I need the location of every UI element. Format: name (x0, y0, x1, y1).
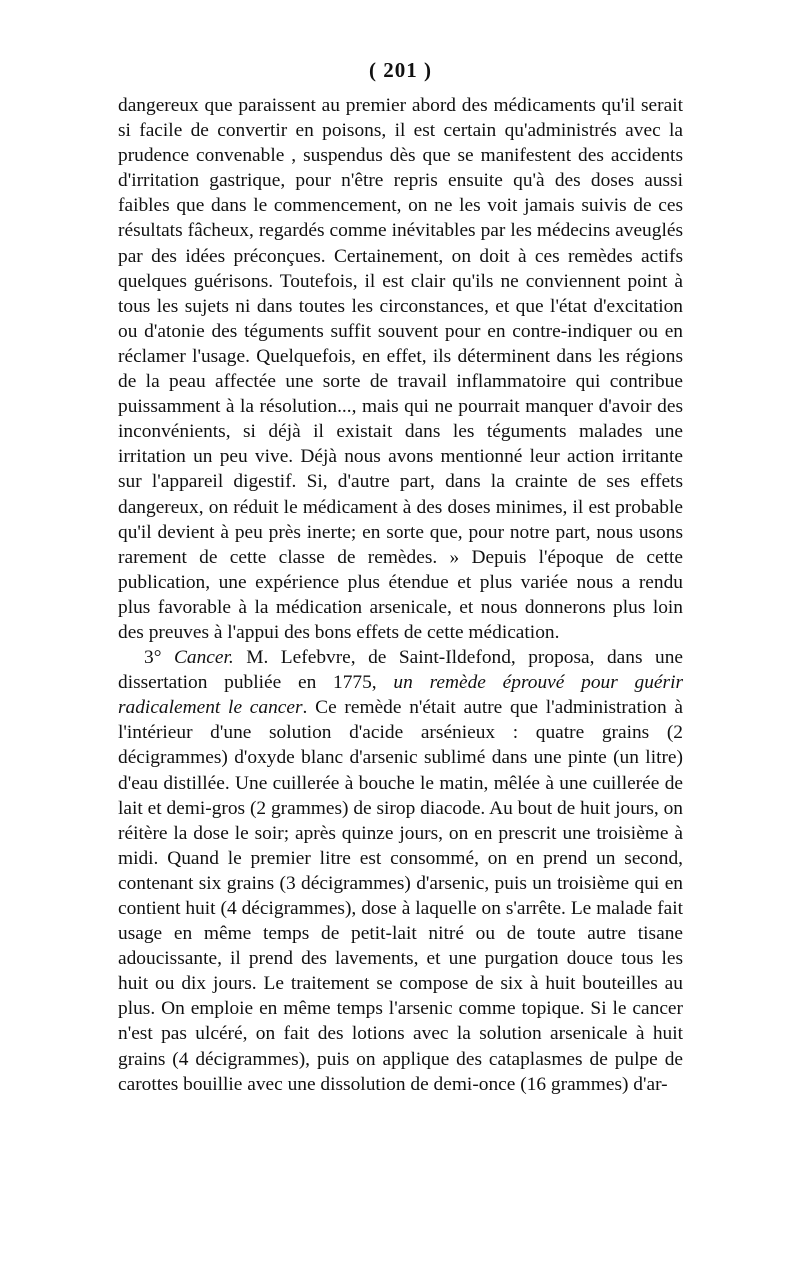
book-page (118, 58, 683, 1097)
section-heading: Cancer. (173, 647, 234, 669)
dissertation-title: un remède éprouvé pour guérir radicalement le cancer (118, 672, 684, 719)
paragraph-continuation: dangereux que paraissent au premier abord des médicaments qu'il serait si facile de convertir en poisons, il est certain qu'administrés avec la prudence convenable , suspendus dès que se manifestent des accidents d'irritation gastrique, pour n'être repris ensuite qu'à des doses aussi faibles que dans le commencement, on ne les voit jamais suivis de ces résultats fâcheux, regardés comme inévitables par les médecins aveuglés par des idées préconçues. Certainement, on doit à ces remèdes actifs quelques guérisons. Toutefois, il est clair qu'ils ne conviennent point à tous les sujets ni dans toutes les circonstances, et que l'état d'excitation ou d'atonie des téguments suffit souvent pour en contre-indiquer ou en réclamer l'usage. Quelquefois, en effet, ils déterminent dans les régions de la peau affectée une sorte de travail inflammatoire qui contribue puissamment à la résolution..., mais qui ne pourrait manquer d'avoir des inconvénients, si déjà il existait dans les téguments malades une irritation un peu vive. Déjà nous avons mentionné leur action irritante sur l'appareil digestif. Si, d'autre part, dans la crainte de ses effets dangereux, on réduit le médicament à des doses minimes, il est probable qu'il devient à peu près inerte; en sorte que, pour notre part, nous usons rarement de cette classe de remèdes. » Depuis l'époque de cette publication, une expérience plus étendue et plus variée nous a rendu plus favorable à la médication arsenicale, et nous donnerons plus loin des preuves à l'appui des bons effets de cette médication. (118, 95, 683, 643)
paragraph-cancer (118, 645, 683, 1097)
page-number: ( 201 ) (369, 58, 432, 82)
paragraph-text-part-1: M. Lefebvre, de Saint-Ildefond, proposa, dans une dissertation publiée en 1775, (118, 647, 683, 694)
section-number: 3° (144, 647, 174, 669)
paragraph-text-part-2: . Ce remède n'était autre que l'administration à l'intérieur d'une solution d'acide arsénieux : quatre grains (2 décigrammes) d'oxyde blanc d'arsenic sublimé dans une pinte (un litre) d'eau distillée. Une cuillerée à bouche le matin, mêlée à une cuillerée de lait et demi-gros (2 grammes) de sirop diacode. Au bout de huit jours, on réitère la dose le soir; après quinze jours, on en prescrit une troisième à midi. Quand le premier litre est consommé, on en prend un second, contenant six grains (3 décigrammes) d'arsenic, puis un troisième qui en contient huit (4 décigrammes), dose à laquelle on s'arrête. Le malade fait usage en même temps de petit-lait nitré ou de toute autre tisane adoucissante, il prend des lavements, et une purgation douce tous les huit ou dix jours. Le traitement se compose de six à huit bouteilles au plus. On emploie en même temps l'arsenic comme topique. Si le cancer n'est pas ulcéré, on fait des lotions avec la solution arsenicale à huit grains (4 décigrammes), puis on applique des cataplasmes de pulpe de carottes bouillie avec une dissolution de demi-once (16 grammes) d'ar- (118, 697, 683, 1095)
